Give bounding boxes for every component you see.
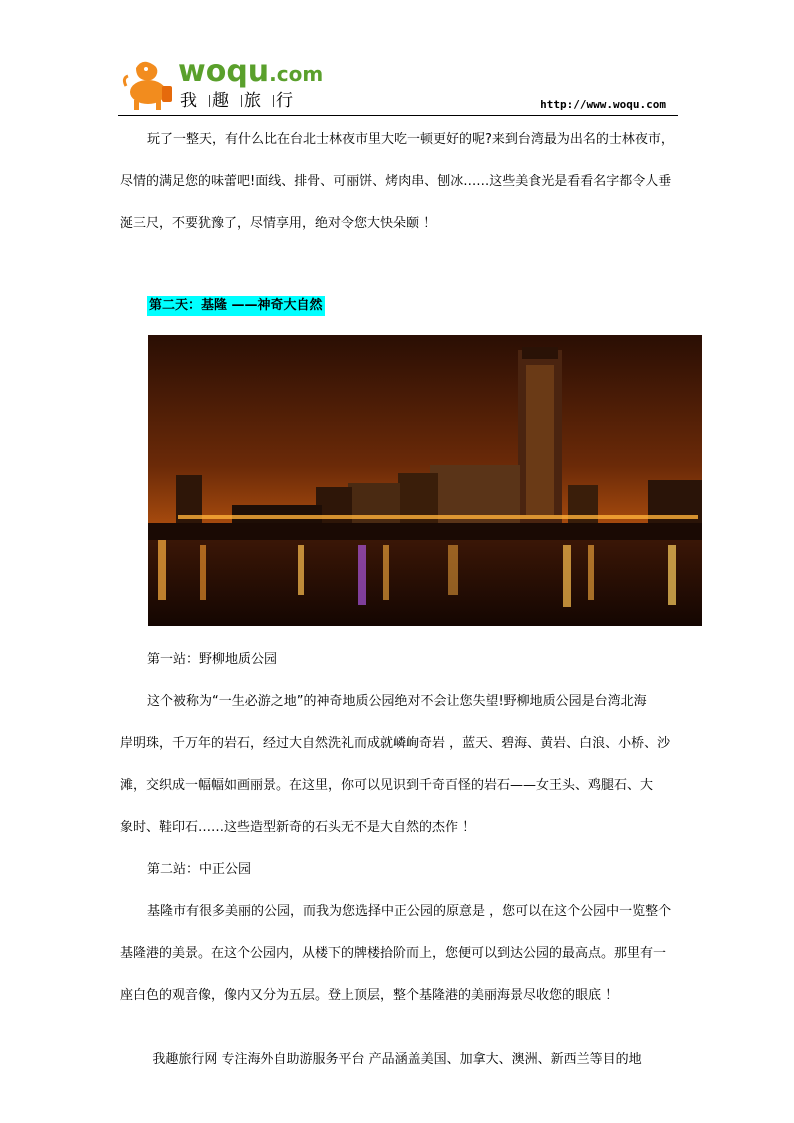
day2-heading: 第二天：基隆 ——神奇大自然 [147, 296, 325, 316]
stop1-line-3: 滩，交织成一幅幅如画丽景。在这里，你可以见识到千奇百怪的岩石——女王头、鸡腿石、大 [120, 778, 654, 793]
page-footer: 我趣旅行网 专注海外自助游服务平台 产品涵盖美国、加拿大、澳洲、新西兰等目的地 [152, 1052, 642, 1067]
stop1-title: 第一站：野柳地质公园 [147, 652, 278, 667]
intro-line-2: 尽情的满足您的味蕾吧!面线、排骨、可丽饼、烤肉串、刨冰……这些美食光是看看名字都令人垂 [120, 174, 672, 189]
logo-chinese-name: 我 趣 旅 行 [180, 91, 303, 111]
header-rule [118, 115, 678, 116]
keelung-harbor-night-photo [148, 335, 702, 626]
stop2-line-3: 座白色的观音像，像内又分为五层。登上顶层，整个基隆港的美丽海景尽收您的眼底 ！ [120, 988, 619, 1003]
intro-line-1: 玩了一整天，有什么比在台北士林夜市里大吃一顿更好的呢?来到台湾最为出名的士林夜市， [147, 132, 674, 147]
intro-line-3: 涎三尺，不要犹豫了，尽情享用，绝对令您大快朵颐 ！ [120, 216, 437, 231]
stop1-line-4: 象时、鞋印石……这些造型新奇的石头无不是大自然的杰作 ！ [120, 820, 476, 835]
stop2-title: 第二站：中正公园 [147, 862, 252, 877]
woqu-logo[interactable] [118, 52, 338, 116]
stop1-line-1: 这个被称为“一生必游之地”的神奇地质公园绝对不会让您失望!野柳地质公园是台湾北海 [147, 694, 647, 709]
camel-mascot-icon [122, 56, 174, 112]
logo-wordmark: woqu.com [178, 54, 324, 89]
header-url[interactable]: http://www.woqu.com [540, 98, 666, 111]
stop1-line-2: 岸明珠，千万年的岩石，经过大自然洗礼而成就嶙峋奇岩 ，蓝天、碧海、黄岩、白浪、小桥、沙 [120, 736, 671, 751]
page-header [118, 52, 678, 118]
stop2-line-1: 基隆市有很多美丽的公园，而我为您选择中正公园的原意是 ，您可以在这个公园中一览整个 [147, 904, 672, 919]
stop2-line-2: 基隆港的美景。在这个公园内，从楼下的牌楼拾阶而上，您便可以到达公园的最高点。那里有一 [120, 946, 667, 961]
